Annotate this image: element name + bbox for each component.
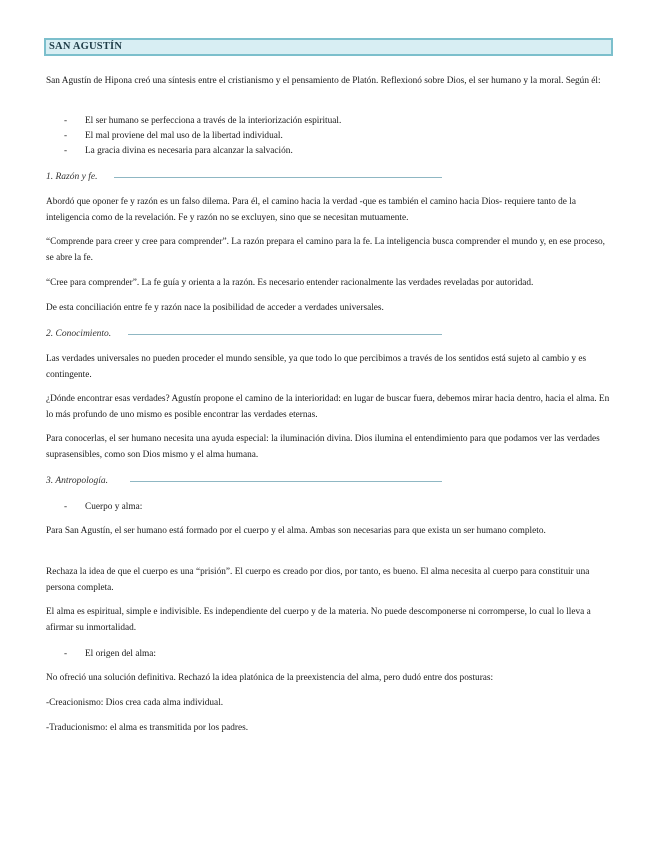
paragraph: Rechaza la idea de que el cuerpo es una “prisión”. El cuerpo es creado por dios, por tanto, es bueno. El alma necesita al cuerpo para constituir una persona completa. xyxy=(46,567,590,593)
paragraph: Las verdades universales no pueden proceder el mundo sensible, ya que todo lo que percibimos a través de los sentidos está sujeto al cambio y es contingente. xyxy=(46,354,587,380)
list-item-text: Cuerpo y alma: xyxy=(85,502,143,512)
title-banner xyxy=(44,38,613,56)
paragraph: Para conocerlas, el ser humano necesita una ayuda especial: la iluminación divina. Dios ilumina el entendimiento para que podamos ver las verdades suprasensibles, como son Dios mismo y el alma humana. xyxy=(46,434,600,460)
bullet-dash: - xyxy=(64,116,68,126)
bullet-dash: - xyxy=(64,146,68,156)
paragraph: No ofreció una solución definitiva. Rechazó la idea platónica de la preexistencia del alma, pero dudó entre dos posturas: xyxy=(46,673,494,683)
paragraph: “Comprende para creer y cree para comprender”. La razón prepara el camino para la fe. La inteligencia busca comprender el mundo y, en ese proceso, se abre la fe. xyxy=(46,237,605,263)
paragraph: De esta conciliación entre fe y razón nace la posibilidad de acceder a verdades universales. xyxy=(46,303,384,313)
paragraph: Abordó que oponer fe y razón es un falso dilema. Para él, el camino hacia la verdad -que es también el camino hacia Dios- requiere tanto de la inteligencia como de la revelación. Fe y razón no se excluyen, sino que se necesitan mutuamente. xyxy=(46,197,576,223)
section-divider xyxy=(128,334,442,335)
section-heading-text: 2. Conocimiento. xyxy=(46,329,112,339)
bullet-dash: - xyxy=(64,502,68,512)
section-divider xyxy=(130,481,442,482)
list-item-text: El mal proviene del mal uso de la libertad individual. xyxy=(85,131,283,141)
list-item-text: La gracia divina es necesaria para alcanzar la salvación. xyxy=(85,146,293,156)
page-title: SAN AGUSTÍN xyxy=(49,41,123,52)
section-divider xyxy=(114,177,442,178)
bullet-dash: - xyxy=(64,649,68,659)
section-heading-text: 1. Razón y fe. xyxy=(46,172,98,182)
paragraph: Para San Agustín, el ser humano está formado por el cuerpo y el alma. Ambas son necesarias para que exista un ser humano completo. xyxy=(46,526,546,536)
bullet-dash: - xyxy=(64,131,68,141)
paragraph: “Cree para comprender”. La fe guía y orienta a la razón. Es necesario entender racionalmente las verdades reveladas por autoridad. xyxy=(46,278,534,288)
list-item-text: El ser humano se perfecciona a través de la interiorización espiritual. xyxy=(85,116,342,126)
paragraph: El alma es espiritual, simple e indivisible. Es independiente del cuerpo y de la materia. No puede descomponerse ni corromperse, lo cual lo lleva a afirmar su inmortalidad. xyxy=(46,607,591,633)
intro-paragraph: San Agustín de Hipona creó una síntesis entre el cristianismo y el pensamiento de Platón. Reflexionó sobre Dios, el ser humano y la moral. Según él: xyxy=(46,76,601,86)
paragraph: -Traducionismo: el alma es transmitida por los padres. xyxy=(46,723,249,733)
section-heading-text: 3. Antropología. xyxy=(46,476,109,486)
paragraph: -Creacionismo: Dios crea cada alma individual. xyxy=(46,698,224,708)
paragraph: ¿Dónde encontrar esas verdades? Agustín propone el camino de la interioridad: en lugar de buscar fuera, debemos mirar hacia dentro, hacia el alma. En lo más profundo de uno mismo es posible encontrar las verdades eternas. xyxy=(46,394,610,420)
list-item-text: El origen del alma: xyxy=(85,649,156,659)
